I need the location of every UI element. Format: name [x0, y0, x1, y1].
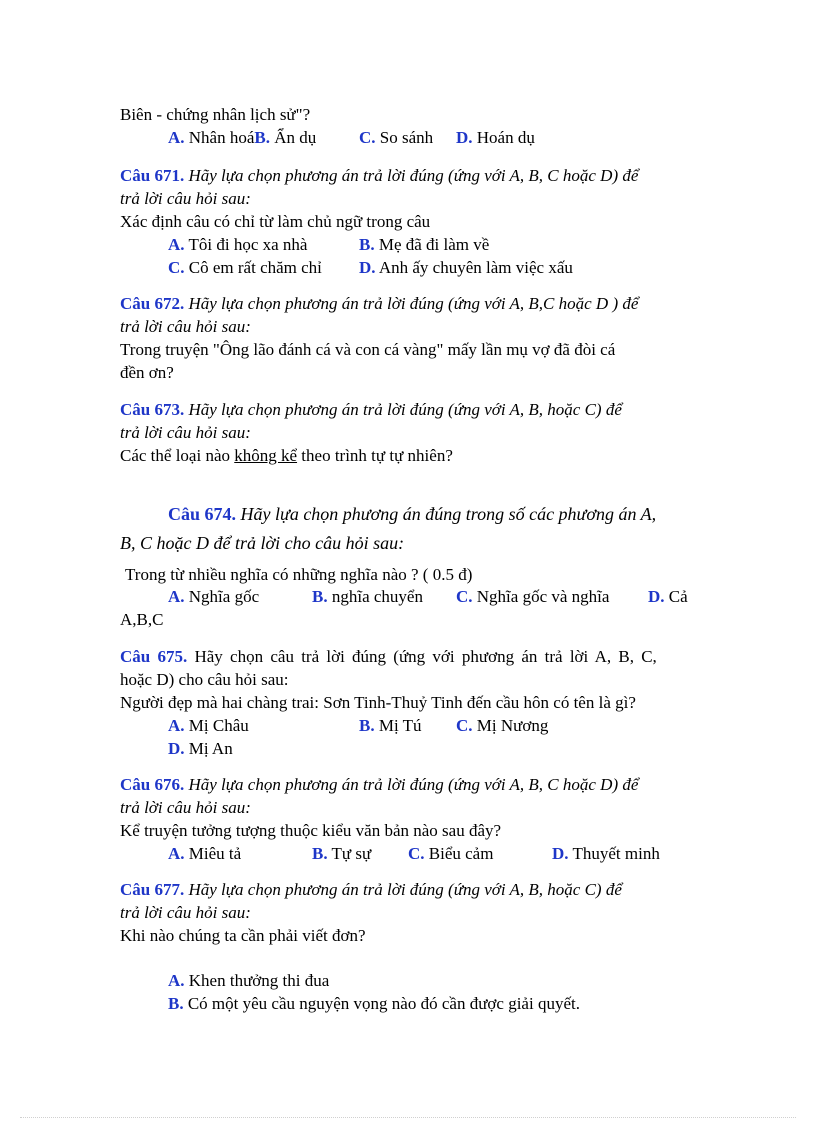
- option-label: A.: [168, 128, 185, 147]
- option-text: Nghĩa gốc và nghĩa: [476, 587, 610, 606]
- question-instruction-cont: trả lời câu hỏi sau:: [120, 189, 251, 208]
- page-bottom-divider: [20, 1117, 796, 1118]
- question-instruction: Hãy lựa chọn phương án trả lời đúng (ứng với A, B, C hoặc D) để: [188, 775, 639, 794]
- question-text: Người đẹp mà hai chàng trai: Sơn Tinh-Thuỷ Tinh đến cầu hôn có tên là gì?: [120, 693, 636, 712]
- option-a: [168, 585, 259, 608]
- option-d: [648, 585, 688, 608]
- question-text: Trong từ nhiều nghĩa có những nghĩa nào ? ( 0.5 đ): [125, 565, 473, 584]
- option-label: C.: [168, 258, 185, 277]
- option-text: Mị Tú: [378, 716, 422, 735]
- option-text: So sánh: [379, 128, 434, 147]
- option-text: Nhân hoá: [188, 128, 255, 147]
- option-text: Tự sự: [331, 844, 372, 863]
- option-text: Khen thưởng thi đua: [188, 971, 330, 990]
- question-number: Câu 677.: [120, 880, 185, 899]
- question-number: Câu 676.: [120, 775, 185, 794]
- question-instruction: Hãy lựa chọn phương án trả lời đúng (ứng với A, B, C hoặc D) để: [188, 166, 639, 185]
- question-number: Câu 675.: [120, 647, 188, 666]
- option-text: Có một yêu cầu nguyện vọng nào đó cần được giải quyết.: [187, 994, 580, 1013]
- option-text: Cô em rất chăm chỉ: [188, 258, 322, 277]
- option-d: [168, 737, 233, 760]
- question-text: Kể truyện tưởng tượng thuộc kiểu văn bản nào sau đây?: [120, 821, 502, 840]
- option-b: [168, 992, 580, 1015]
- question-instruction-cont: hoặc D) cho câu hỏi sau:: [120, 670, 289, 689]
- option-label: C.: [456, 587, 473, 606]
- option-d: [552, 842, 660, 865]
- option-text: Cả: [668, 587, 688, 606]
- option-text: Ẩn dụ: [274, 128, 317, 147]
- question-676-heading: [120, 773, 638, 796]
- option-label: B.: [312, 844, 328, 863]
- option-text: Mị Nương: [476, 716, 549, 735]
- question-number: Câu 671.: [120, 166, 185, 185]
- option-label: C.: [456, 716, 473, 735]
- option-label: A.: [168, 587, 185, 606]
- intro-options-cd: [359, 126, 433, 149]
- question-text: [120, 444, 453, 467]
- question-number: Câu 674.: [168, 504, 237, 524]
- option-label: D.: [359, 258, 376, 277]
- question-instruction: Hãy lựa chọn phương án đúng trong số các phương án A,: [240, 504, 657, 524]
- question-672-heading: [120, 292, 638, 315]
- option-c: [168, 256, 322, 279]
- option-d-cont: A,B,C: [120, 610, 164, 629]
- option-label: D.: [648, 587, 665, 606]
- question-671-heading: [120, 164, 638, 187]
- option-label: C.: [408, 844, 425, 863]
- option-label: B.: [254, 128, 270, 147]
- question-text-post: theo trình tự tự nhiên?: [301, 446, 453, 465]
- intro-option-d: [456, 126, 535, 149]
- option-text: nghĩa chuyển: [331, 587, 423, 606]
- option-a: [168, 233, 307, 256]
- option-label: A.: [168, 716, 185, 735]
- option-label: D.: [168, 739, 185, 758]
- option-text: Tôi đi học xa nhà: [188, 235, 308, 254]
- question-text: Khi nào chúng ta cần phải viết đơn?: [120, 926, 366, 945]
- option-text: Nghĩa gốc: [188, 587, 260, 606]
- question-instruction: Hãy chọn câu trả lời đúng (ứng với phương án trả lời A, B, C,: [194, 647, 657, 666]
- option-text: Mẹ đã đi làm về: [378, 235, 490, 254]
- option-label: A.: [168, 235, 185, 254]
- option-text: Hoán dụ: [476, 128, 535, 147]
- option-b: [359, 233, 489, 256]
- option-a: [168, 714, 249, 737]
- intro-options: [168, 126, 316, 149]
- option-text: Biểu cảm: [428, 844, 494, 863]
- question-instruction: Hãy lựa chọn phương án trả lời đúng (ứng với A, B,C hoặc D ) để: [188, 294, 639, 313]
- intro-question-tail: Biên - chứng nhân lịch sử"?: [120, 105, 311, 124]
- option-label: D.: [456, 128, 473, 147]
- question-instruction-cont: trả lời câu hỏi sau:: [120, 423, 251, 442]
- option-b: [312, 842, 371, 865]
- option-label: B.: [312, 587, 328, 606]
- question-instruction: Hãy lựa chọn phương án trả lời đúng (ứng với A, B, hoặc C) để: [188, 880, 622, 899]
- question-instruction-cont: trả lời câu hỏi sau:: [120, 903, 251, 922]
- question-text-cont: đền ơn?: [120, 363, 174, 382]
- option-text: Mị An: [188, 739, 233, 758]
- option-text: Mị Châu: [188, 716, 249, 735]
- question-instruction-cont: trả lời câu hỏi sau:: [120, 798, 251, 817]
- question-text: Trong truyện "Ông lão đánh cá và con cá vàng" mấy lần mụ vợ đã đòi cá: [120, 340, 616, 359]
- question-number: Câu 673.: [120, 400, 185, 419]
- option-b: [312, 585, 423, 608]
- question-673-heading: [120, 398, 622, 421]
- option-label: A.: [168, 971, 185, 990]
- option-d: [359, 256, 573, 279]
- option-b: [359, 714, 422, 737]
- option-a: [168, 842, 241, 865]
- question-677-heading: [120, 878, 622, 901]
- option-text: Miêu tả: [188, 844, 242, 863]
- option-text: Thuyết minh: [572, 844, 660, 863]
- question-text: Xác định câu có chỉ từ làm chủ ngữ trong câu: [120, 212, 431, 231]
- question-instruction: Hãy lựa chọn phương án trả lời đúng (ứng với A, B, hoặc C) để: [188, 400, 622, 419]
- option-a: [168, 969, 329, 992]
- question-instruction-cont: trả lời câu hỏi sau:: [120, 317, 251, 336]
- question-675-heading: [120, 645, 657, 668]
- option-label: B.: [359, 235, 375, 254]
- question-674-heading: [168, 503, 656, 526]
- option-label: B.: [359, 716, 375, 735]
- option-c: [456, 714, 548, 737]
- option-c: [408, 842, 493, 865]
- question-text-pre: Các thể loại nào: [120, 446, 230, 465]
- question-text-underlined: không kể: [234, 446, 298, 465]
- question-instruction-cont: B, C hoặc D để trả lời cho câu hỏi sau:: [120, 533, 405, 553]
- option-label: C.: [359, 128, 376, 147]
- option-label: B.: [168, 994, 184, 1013]
- option-c: [456, 585, 609, 608]
- question-number: Câu 672.: [120, 294, 185, 313]
- option-text: Anh ấy chuyên làm việc xấu: [378, 258, 573, 277]
- option-label: A.: [168, 844, 185, 863]
- option-label: D.: [552, 844, 569, 863]
